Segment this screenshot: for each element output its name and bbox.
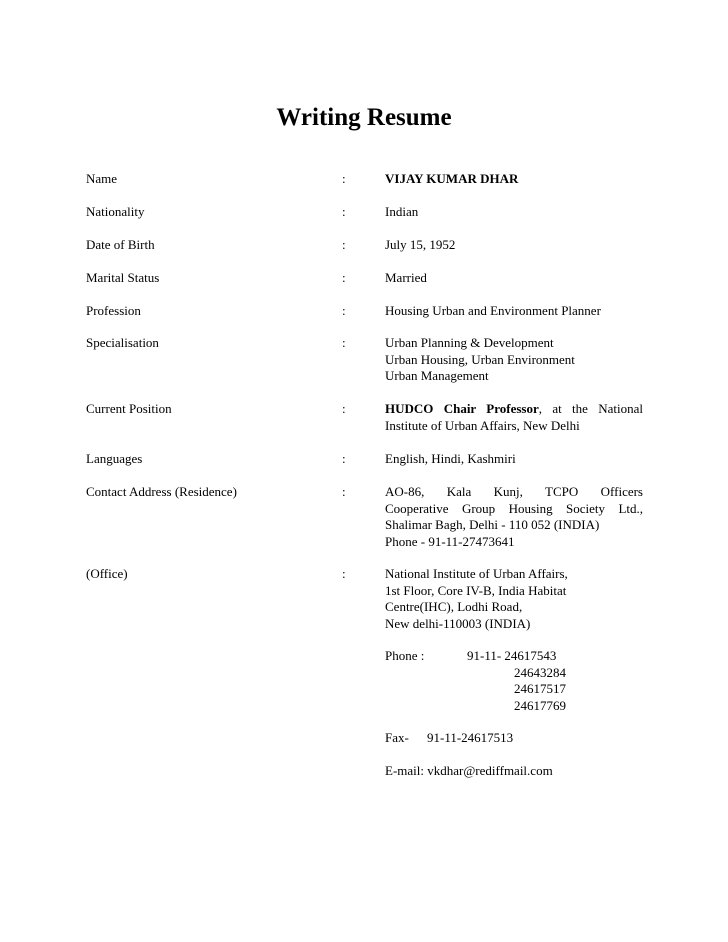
marital-colon: : (342, 270, 346, 285)
specialisation-line: Urban Housing, Urban Environment (385, 351, 575, 367)
dob-label: Date of Birth (86, 237, 155, 252)
office-line: 1st Floor, Core IV-B, India Habitat (385, 582, 567, 598)
office-colon: : (342, 566, 346, 581)
profession-label: Profession (86, 303, 141, 318)
dob-colon: : (342, 237, 346, 252)
name-value: VIJAY KUMAR DHAR (385, 171, 519, 186)
residence-label: Contact Address (Residence) (86, 484, 237, 499)
residence-phone: Phone - 91-11-27473641 (385, 533, 515, 549)
specialisation-value (385, 335, 643, 385)
residence-colon: : (342, 484, 346, 499)
position-label: Current Position (86, 401, 172, 416)
languages-colon: : (342, 451, 346, 466)
specialisation-label: Specialisation (86, 335, 159, 350)
languages-label: Languages (86, 451, 143, 466)
office-phone-number: 24617517 (514, 681, 566, 696)
office-label: (Office) (86, 566, 128, 581)
office-fax-block (385, 730, 643, 747)
languages-value: English, Hindi, Kashmiri (385, 451, 516, 466)
position-line-2: Institute of Urban Affairs, New Delhi (385, 417, 580, 433)
office-phone-row (385, 665, 643, 682)
specialisation-line: Urban Management (385, 368, 489, 383)
office-phone-row (385, 698, 643, 715)
email-text: E-mail: vkdhar@rediffmail.com (385, 763, 553, 778)
position-colon: : (342, 401, 346, 416)
position-value (385, 401, 643, 434)
position-rest: , at the National (538, 401, 643, 416)
office-line: National Institute of Urban Affairs, (385, 566, 568, 581)
fax-label: Fax- (385, 730, 409, 745)
profession-value: Housing Urban and Environment Planner (385, 303, 601, 318)
dob-value: July 15, 1952 (385, 237, 456, 252)
office-line: New delhi-110003 (INDIA) (385, 615, 531, 631)
page-title: Writing Resume (276, 104, 452, 131)
office-line: Centre(IHC), Lodhi Road, (385, 599, 523, 614)
office-fax-row (385, 730, 643, 747)
residence-line: Shalimar Bagh, Delhi - 110 052 (INDIA) (385, 517, 600, 532)
specialisation-colon: : (342, 335, 346, 350)
position-title: HUDCO Chair Professor (385, 401, 539, 416)
residence-line: AO-86, Kala Kunj, TCPO Officers (385, 484, 643, 499)
nationality-colon: : (342, 204, 346, 219)
office-phone-number: 24617769 (514, 697, 566, 713)
position-line-1 (385, 401, 643, 418)
name-colon: : (342, 171, 346, 186)
specialisation-line: Urban Planning & Development (385, 335, 554, 350)
marital-value: Married (385, 270, 427, 285)
office-phone-row (385, 648, 643, 665)
residence-line: Cooperative Group Housing Society Ltd., (385, 500, 643, 516)
office-phone-label: Phone : (385, 648, 425, 663)
fax-number: 91-11-24617513 (427, 730, 514, 745)
office-phone-block (385, 648, 643, 714)
name-label: Name (86, 171, 118, 186)
office-value (385, 566, 643, 632)
marital-label: Marital Status (86, 270, 160, 285)
nationality-label: Nationality (86, 204, 145, 219)
nationality-value: Indian (385, 204, 419, 219)
residence-value (385, 484, 643, 550)
profession-colon: : (342, 303, 346, 318)
office-phone-number: 91-11- 24617543 (467, 648, 557, 663)
office-phone-row (385, 681, 643, 698)
office-phone-number: 24643284 (514, 664, 566, 680)
